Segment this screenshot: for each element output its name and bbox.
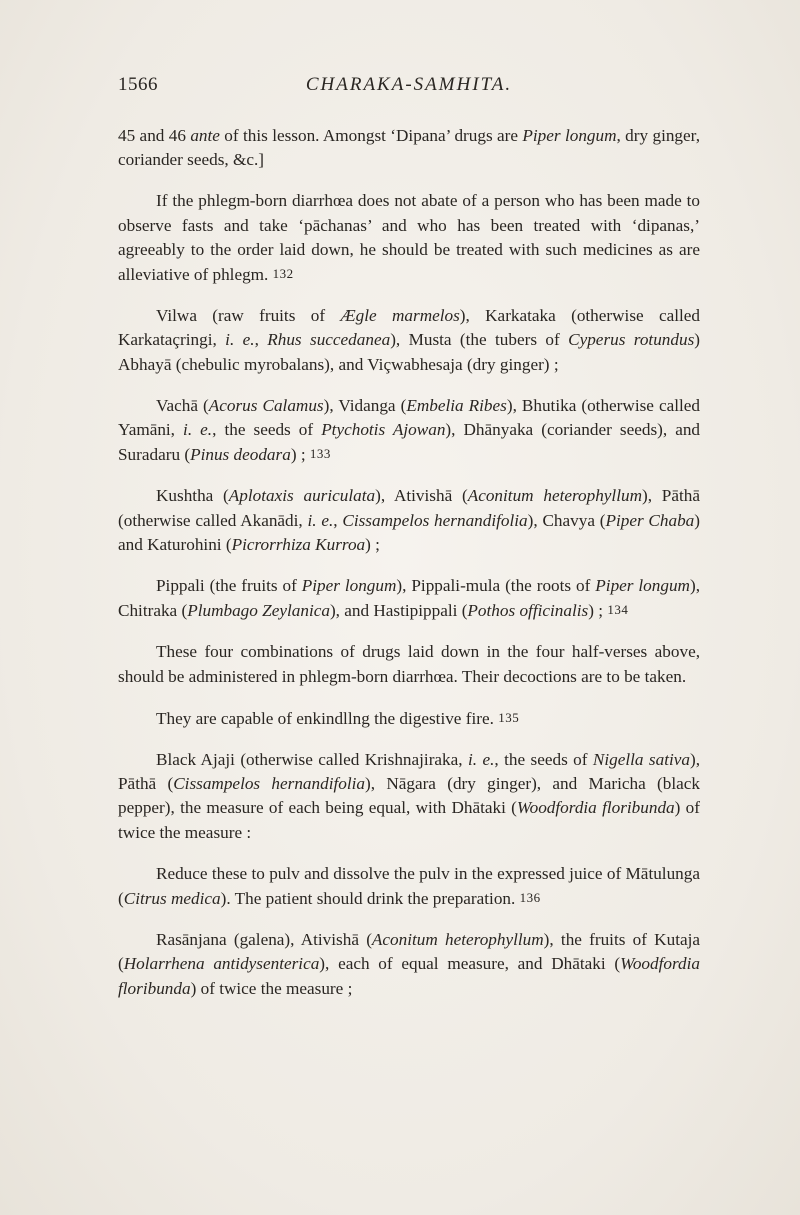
paragraph-6: Pippali (the fruits of Piper longum), Pippali-mula (the roots of Piper longum), Chitraka (Plumbago Zeylanica), and Hastipippali (Pothos officinalis) ; 134 — [118, 576, 701, 621]
paragraph-4: Vachā (Acorus Calamus), Vidanga (Embelia Ribes), Bhutika (otherwise called Yamāni, i. e., the seeds of Ptychotis Ajowan), Dhānyaka (coriander seeds), and Suradaru (Pinus deodara) ; 133 — [118, 395, 701, 465]
paragraph-3: Vilwa (raw fruits of Ægle marmelos), Karkataka (otherwise called Karkataçringi, i. e., Rhus succedanea), Musta (the tubers of Cyperus rotundus) Abhayā (chebulic myrobalans), and Viçwabhesaja (dry ginger) ; — [118, 306, 701, 374]
paragraph-1: 45 and 46 ante of this lesson. Amongst ‘Dipana’ drugs are Piper longum, dry ginger, coriander seeds, &c.] — [118, 126, 700, 170]
page-header — [118, 74, 700, 104]
body-text — [118, 124, 700, 1018]
verse-number: 136 — [519, 890, 541, 906]
page-number: 1566 — [118, 74, 158, 95]
verse-number: 133 — [309, 446, 331, 462]
paragraph-2: If the phlegm-born diarrhœa does not abate of a person who has been made to observe fasts and take ‘pāchanas’ and who has been treated with ‘dipanas,’ agreeably to the order laid down, he should be treated with such medicines as are alleviative of phlegm. 132 — [118, 191, 700, 285]
paragraph-9: Black Ajaji (otherwise called Krishnajiraka, i. e., the seeds of Nigella sativa), Pāthā (Cissampelos hernandifolia), Nāgara (dry ginger), and Maricha (black pepper), the measure of each being equal, with Dhātaki (Woodfordia floribunda) of twice the measure : — [118, 750, 701, 842]
verse-number: 132 — [272, 266, 294, 282]
running-head: CHARAKA-SAMHITA. — [305, 74, 513, 95]
paragraph-11: Rasānjana (galena), Ativishā (Aconitum heterophyllum), the fruits of Kutaja (Holarrhena antidysenterica), each of equal measure, and Dhātaki (Woodfordia floribunda) of twice the measure ; — [118, 930, 700, 998]
paragraph-8: They are capable of enkindllng the digestive fire. 135 — [156, 708, 520, 728]
paragraph-5: Kushtha (Aplotaxis auriculata), Ativishā (Aconitum heterophyllum), Pāthā (otherwise called Akanādi, i. e., Cissampelos hernandifolia), Chavya (Piper Chaba) and Katurohini (Picrorrhiza Kurroa) ; — [118, 486, 700, 554]
paragraph-10: Reduce these to pulv and dissolve the pulv in the expressed juice of Mātulunga (Citrus medica). The patient should drink the preparation. 136 — [118, 863, 700, 909]
verse-number: 134 — [607, 602, 629, 618]
paragraph-7: These four combinations of drugs laid down in the four half-verses above, should be administered in phlegm-born diarrhœa. Their decoctions are to be taken. — [118, 642, 700, 686]
verse-number: 135 — [498, 709, 520, 725]
